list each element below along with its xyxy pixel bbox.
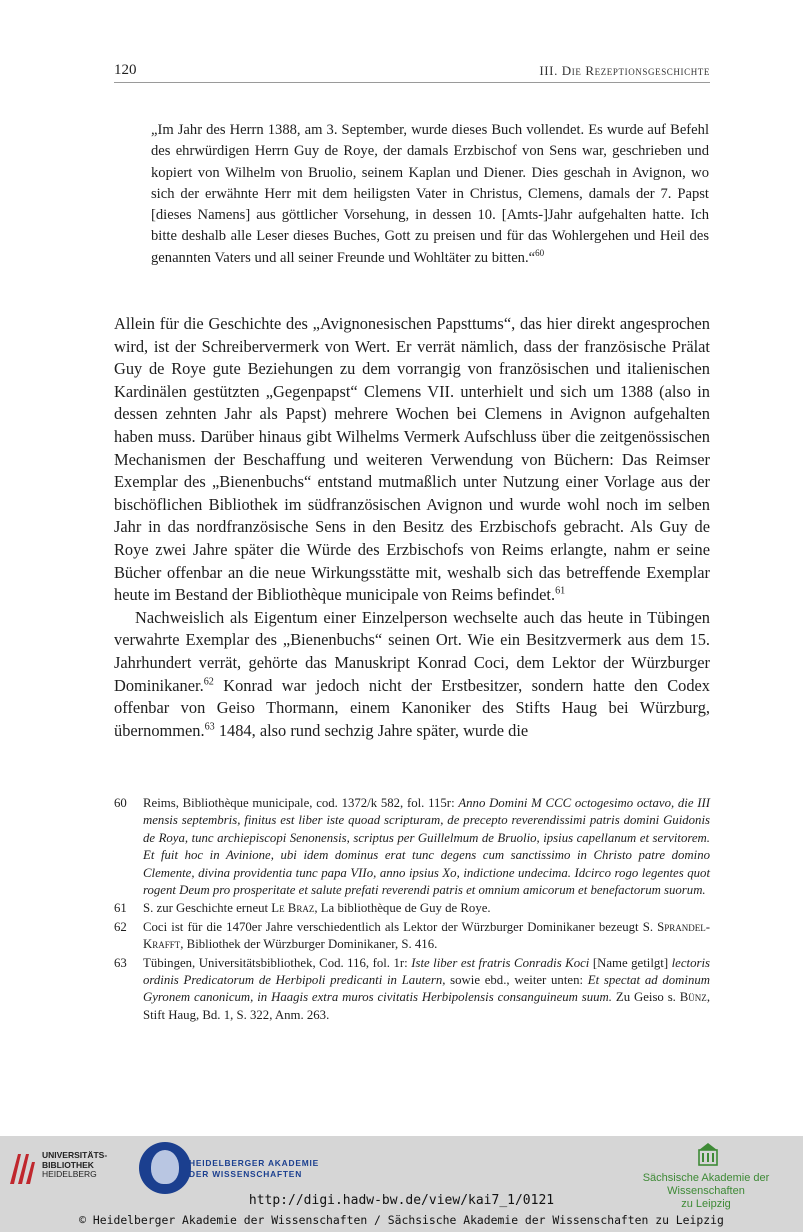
paragraph	[114, 313, 710, 607]
author-name: Bünz	[679, 990, 707, 1005]
footnote-text: Zu Geiso s.	[612, 990, 680, 1005]
footnote-text: [Name getilgt]	[589, 955, 672, 970]
heidelberg-academy-logo[interactable]	[139, 1142, 359, 1198]
footnotes	[114, 795, 710, 1025]
author-name: Le Braz	[271, 901, 315, 916]
running-head	[114, 60, 710, 83]
saxon-academy-name-line: Sächsische Akademie der Wissenschaften	[642, 1172, 770, 1197]
footnote-text: S. zur Geschichte erneut	[143, 901, 272, 916]
footnote-ref-62[interactable]: 62	[203, 676, 214, 688]
source-url-link[interactable]: http://digi.hadw-bw.de/view/kai7_1/0121	[248, 1193, 555, 1208]
academy-name-line: DER WISSENSCHAFTEN	[189, 1168, 303, 1179]
footnote-number: 62	[114, 919, 127, 934]
latin-quote: Et spectat ad dominum Gyronem canonicum, in Haagis extra muros civitatis Herbipolensis consanguineum suum.	[143, 973, 710, 1005]
footnote-number: 61	[114, 901, 127, 916]
footnote-ref-60[interactable]: 60	[535, 247, 545, 258]
paragraph	[114, 607, 710, 743]
footnote-text: , Stift Haug, Bd. 1, S. 322, Anm. 263.	[143, 990, 711, 1022]
footnote-text: Coci ist für die 1470er Jahre verschiedentlich als Lektor der Würzburger Dominikaner bezeugt S.	[143, 919, 658, 934]
footnote-text: Tübingen, Universitätsbibliothek, Cod. 116, fol. 1r:	[143, 955, 412, 970]
footnote-text: , Bibliothek der Würzburger Dominikaner, S. 416.	[180, 937, 438, 952]
page-number: 120	[114, 62, 137, 78]
latin-quote: Iste liber est fratris Conradis Koci	[411, 955, 590, 970]
portrait-icon	[151, 1150, 179, 1184]
library-mark-icon	[8, 1150, 38, 1186]
library-name	[42, 1151, 107, 1180]
hyphenated-word: mutmaßlich	[378, 472, 457, 492]
footnote-text: , La bibliothèque de Guy de Roye.	[314, 901, 491, 916]
library-name-line: BIBLIOTHEK	[42, 1159, 94, 1170]
academy-seal-icon	[139, 1142, 191, 1194]
saxon-academy-name-line: zu Leipzig	[681, 1198, 731, 1210]
building-icon	[698, 1142, 718, 1166]
paragraph-text: unter Nutzung einer Vorlage aus der bischöflichen Bibliothek im südfranzösischen Avignon und wurde wohl noch im selben Jahr in das nordfranzösische Sens in den Besitz des Erzbischofs gebracht. Als Guy de Roye zwei Jahre später die Würde des Erzbischofs von Reims erlangte, nahm er seine Bücher offenbar an die neue Wirkungsstätte mit, weshalb sich das betreffende Exemplar heute im Bestand der Bibliothèque municipale von Reims befindet.	[114, 472, 710, 605]
paragraph-text: 1484, also rund sechzig Jahre später, wurde die	[214, 720, 529, 740]
footnote-ref-63[interactable]: 63	[204, 721, 215, 733]
copyright-notice: © Heidelberger Akademie der Wissenschaften / Sächsische Akademie der Wissenschaften zu Leipzig	[79, 1213, 724, 1227]
author-name: Sprandel-Krafft	[143, 919, 710, 952]
footnote-60	[114, 795, 710, 899]
latin-quote: Anno Domini M CCC octogesimo octavo, die III mensis septembris, finitus est liber iste quoad scripturam, de precepto reverendissimi patris domini Guidonis de Roya, tunc archiepiscopi Senonensis, scriptus per Guillelmum de Bruolio, ipsius capellanum et servitorem. Et fuit hoc in Avinione, ubi idem dominus erat tunc degens cum sanctissimo in Christo patre domino Clemente, divina providentia tunc papa VIIo, anno ipsius Xo, indictione undecima. Idcirco rogo legentes quot rogent Deum pro prosperitate et salute prefati reverendi patris et omnium amicorum et benefactorum suorum.	[143, 796, 711, 898]
footnote-text: sowie ebd., weiter unten:	[445, 973, 588, 988]
paragraph-text: Konrad war jedoch nicht der Erstbesitzer, sondern hatte den Codex offenbar von Geiso Thormann, einem Kanoniker des Stifts Haug bei Würzburg, übernommen.	[114, 675, 710, 740]
paragraph-text: Allein für die Geschichte des „Avignonesischen Papsttums“, das hier direkt angesprochen wird, ist der Schreibervermerk von Wert. Er verrät nämlich, dass der französische Prälat Guy de Roye gute Beziehungen zu dem vorrangig von französischen und italienischen Kardinälen gestützten „Gegenpapst“ Clemens VII. unterhielt und sich um 1388 (also in dessen zehnten Jahr als Papst) mehrere Wochen bei Clemens in Avignon aufgehalten haben muss. Darüber hinaus gibt Wilhelms Vermerk Aufschluss über die zeitgenössischen Mechanismen der Beschaffung und weiteren Verwendung von Büchern: Das Reimser Exemplar des „Bienenbuchs“ entstand	[114, 314, 710, 492]
library-name-line: HEIDELBERG	[42, 1169, 97, 1179]
latin-quote: lectoris ordinis Predicatorum de Herbipoli predicanti in Lautern,	[143, 955, 710, 988]
footnote-61	[114, 900, 710, 917]
translated-colophon-quote	[151, 120, 709, 269]
footnote-ref-61[interactable]: 61	[555, 585, 566, 597]
library-name-line: UNIVERSITÄTS-	[42, 1150, 108, 1160]
paragraph-text: Nachweislich als Eigentum einer Einzelperson wechselte auch das heute in Tübingen verwahrte Exemplar des „Bienenbuchs“ seinen Ort. Wie ein Besitzvermerk aus dem 15. Jahrhundert verrät, gehörte das Manuskript Konrad Coci, dem Lektor der Würzburger Dominikaner.	[114, 607, 710, 695]
quote-text: „Im Jahr des Herrn 1388, am 3. September, wurde dieses Buch vollendet. Es wurde auf Befehl des ehrwürdigen Herrn Guy de Roye, der damals Erzbischof von Sens war, geschrieben und kopiert von Wilhelm von Bruolio, seinem Kaplan und Diener. Dies geschah in Avignon, wo sich der erwähnte Herr mit dem heiligsten Vater in Christus, Clemens, damals der 7. Papst [dieses Namens] aus göttlicher Vorsehung, in dessen 10. [Amts-]Jahr aufgehalten hatte. Ich bitte deshalb alle Leser dieses Buches, Gott zu preisen und für das Wohlergehen und Heil des genannten Vaters und all seiner Freunde und Wohltäter zu bitten.“	[151, 122, 709, 266]
footnote-number: 63	[114, 955, 127, 970]
academy-name-line: HEIDELBERGER AKADEMIE	[189, 1158, 320, 1168]
main-text	[114, 313, 710, 742]
chapter-title: III. Die Rezeptionsgeschichte	[539, 63, 710, 78]
academy-name	[189, 1158, 319, 1179]
university-library-logo[interactable]	[8, 1144, 113, 1190]
footnote-63	[114, 955, 710, 1025]
footnote-62	[114, 919, 710, 954]
footnote-text: Reims, Bibliothèque municipale, cod. 1372/k 582, fol. 115r:	[143, 796, 459, 810]
footnote-number: 60	[114, 796, 127, 810]
